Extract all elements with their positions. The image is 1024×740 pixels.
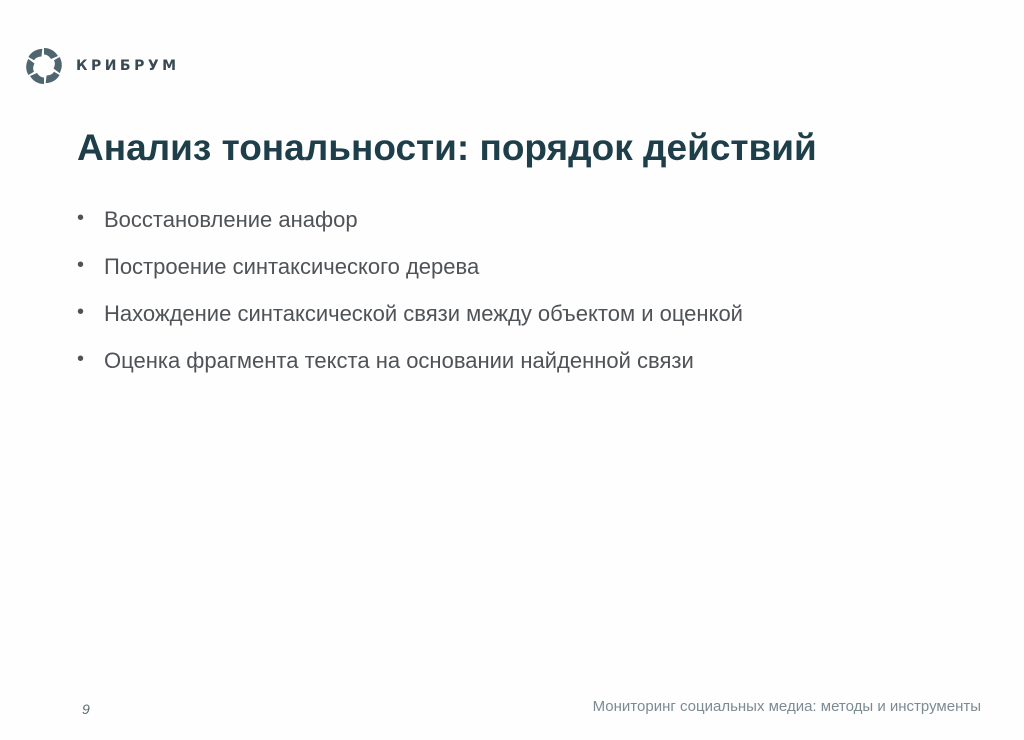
- bullet-marker: •: [77, 207, 85, 229]
- logo: [24, 46, 180, 86]
- bullet-item: [77, 348, 743, 395]
- footer-caption: Мониторинг социальных медиа: методы и инструменты: [592, 698, 981, 715]
- bullet-marker: •: [77, 254, 85, 276]
- bullet-item: [77, 207, 743, 254]
- bullet-item: [77, 254, 743, 301]
- logo-wordmark: КРИБРУМ: [76, 58, 180, 74]
- bullet-list: [77, 207, 743, 395]
- bullet-text: Восстановление анафор: [104, 207, 358, 232]
- kribrum-logo-icon: [24, 46, 64, 86]
- bullet-text: Оценка фрагмента текста на основании найденной связи: [104, 348, 694, 373]
- bullet-text: Построение синтаксического дерева: [104, 254, 480, 279]
- bullet-marker: •: [77, 348, 85, 370]
- page-number: 9: [82, 701, 90, 717]
- bullet-marker: •: [77, 301, 85, 323]
- slide-title: Анализ тональности: порядок действий: [77, 127, 817, 168]
- bullet-text: Нахождение синтаксической связи между объектом и оценкой: [104, 301, 743, 326]
- bullet-item: [77, 301, 743, 348]
